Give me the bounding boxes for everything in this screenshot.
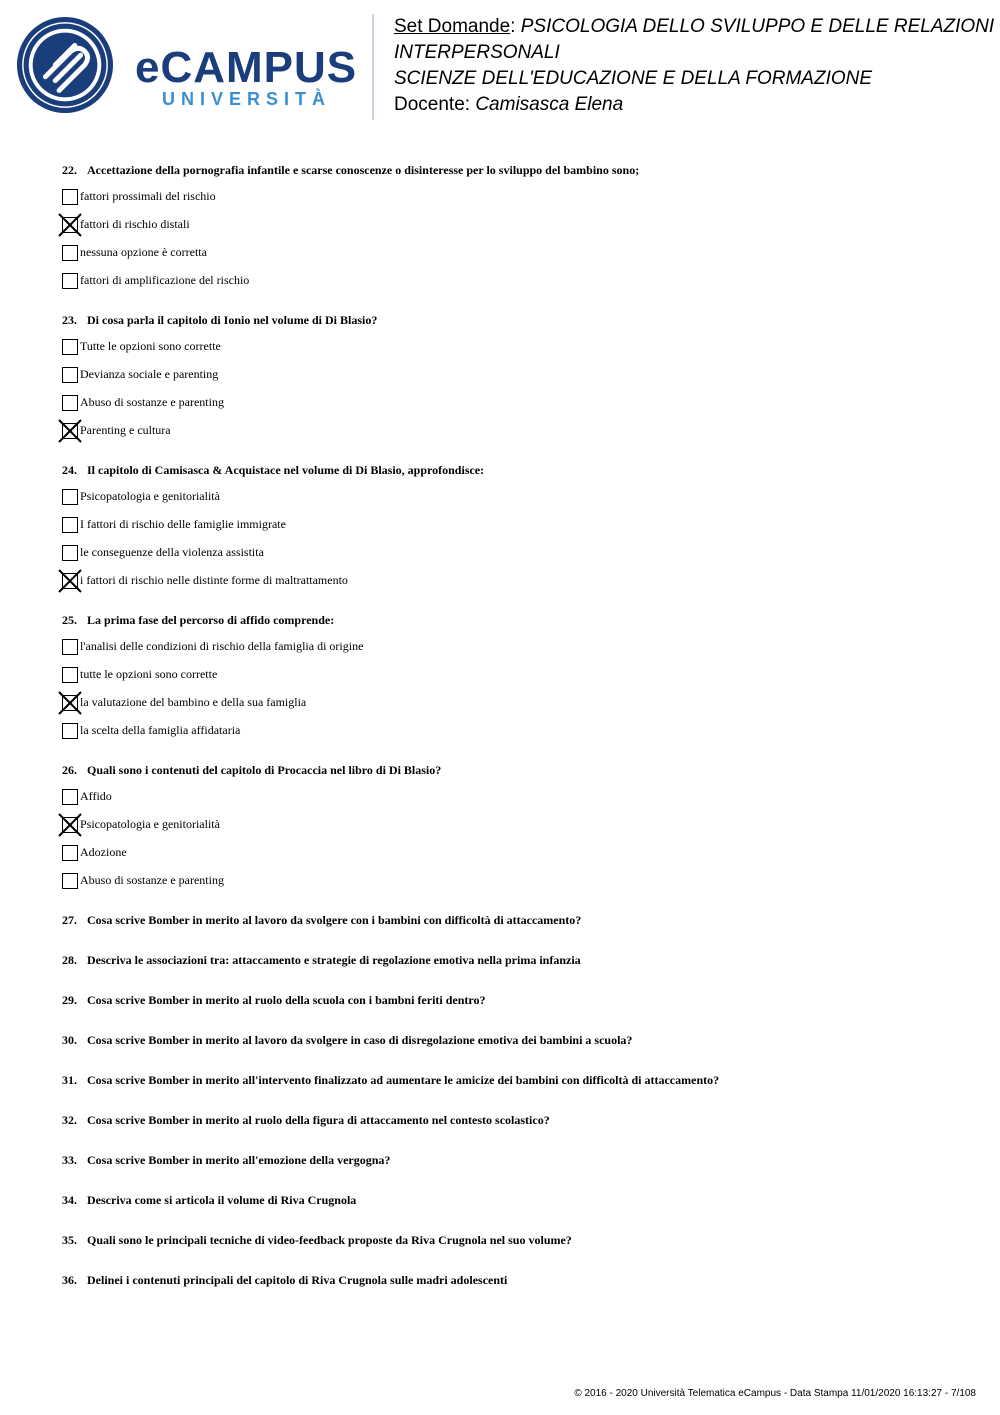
unchecked-checkbox[interactable] [62,245,78,261]
option-label: I fattori di rischio delle famiglie immigrate [80,517,286,531]
cross-mark-icon [58,569,82,593]
answer-option[interactable] [62,270,982,298]
checked-checkbox[interactable] [62,695,78,711]
answer-option[interactable] [62,242,982,270]
option-label: fattori di amplificazione del rischio [80,273,250,287]
question-number: 30. [62,1033,77,1047]
answer-option[interactable] [62,720,982,748]
option-label: fattori prossimali del rischio [80,189,216,203]
answer-option[interactable] [62,636,982,664]
question-number: 26. [62,763,77,777]
question-title [62,460,982,480]
option-label: nessuna opzione è corretta [80,245,207,259]
cross-mark-icon [58,213,82,237]
question-title [62,160,982,180]
answer-option[interactable] [62,664,982,692]
answer-option[interactable] [62,364,982,392]
unchecked-checkbox[interactable] [62,723,78,739]
option-label: l'analisi delle condizioni di rischio della famiglia di origine [80,639,364,653]
question-number: 31. [62,1073,77,1087]
question-block [62,160,982,298]
option-label: tutte le opzioni sono corrette [80,667,218,681]
unchecked-checkbox[interactable] [62,339,78,355]
answer-option-selected[interactable] [62,420,982,448]
course-title-line1: PSICOLOGIA DELLO SVILUPPO E DELLE RELAZIONI [520,16,995,37]
answer-option-selected[interactable] [62,692,982,720]
cross-mark-icon [58,813,82,837]
question-text: Cosa scrive Bomber in merito al lavoro da svolgere con i bambini con difficoltà di attaccamento? [87,913,582,927]
answer-option[interactable] [62,186,982,214]
unchecked-checkbox[interactable] [62,639,78,655]
question-text: Cosa scrive Bomber in merito al ruolo della scuola con i bambni feriti dentro? [87,993,486,1007]
question-number: 23. [62,313,77,327]
option-label: Adozione [80,845,127,859]
docente-row [394,92,994,118]
question-text: Quali sono le principali tecniche di video-feedback proposte da Riva Crugnola nel suo volume? [87,1233,572,1247]
answer-option[interactable] [62,392,982,420]
answer-options [62,186,982,298]
page-header [0,0,1000,130]
question-block [62,460,982,598]
question-title [62,610,982,630]
question-number: 28. [62,953,77,967]
question-text: Descriva come si articola il volume di Riva Crugnola [87,1193,357,1207]
question-text: Cosa scrive Bomber in merito all'intervento finalizzato ad aumentare le amicize dei bambini con difficoltà di attaccamento? [87,1073,720,1087]
question-text: Quali sono i contenuti del capitolo di Procaccia nel libro di Di Blasio? [87,763,442,777]
open-question [62,1150,982,1190]
answer-option-selected[interactable] [62,814,982,842]
course-info [394,14,994,118]
unchecked-checkbox[interactable] [62,367,78,383]
open-question [62,1030,982,1070]
open-question [62,910,982,950]
answer-option[interactable] [62,336,982,364]
open-question [62,1110,982,1150]
question-block [62,760,982,898]
question-number: 22. [62,163,77,177]
unchecked-checkbox[interactable] [62,545,78,561]
answer-option[interactable] [62,542,982,570]
question-title [62,760,982,780]
question-text: Accettazione della pornografia infantile e scarse conoscenze o disinteresse per lo sviluppo del bambino sono; [87,163,640,177]
option-label: Tutte le opzioni sono corrette [80,339,221,353]
unchecked-checkbox[interactable] [62,395,78,411]
question-number: 33. [62,1153,77,1167]
option-label: fattori di rischio distali [80,217,190,231]
question-number: 34. [62,1193,77,1207]
unchecked-checkbox[interactable] [62,189,78,205]
answer-option[interactable] [62,486,982,514]
unchecked-checkbox[interactable] [62,667,78,683]
question-title [62,310,982,330]
question-text: Di cosa parla il capitolo di Ionio nel volume di Di Blasio? [87,313,378,327]
cross-mark-icon [58,419,82,443]
university-seal-logo [16,16,114,114]
question-number: 32. [62,1113,77,1127]
question-list [62,160,982,1310]
answer-option[interactable] [62,870,982,898]
unchecked-checkbox[interactable] [62,789,78,805]
answer-option-selected[interactable] [62,214,982,242]
question-text: Cosa scrive Bomber in merito al ruolo della figura di attaccamento nel contesto scolastico? [87,1113,550,1127]
option-label: Psicopatologia e genitorialità [80,489,220,503]
checked-checkbox[interactable] [62,817,78,833]
option-label: i fattori di rischio nelle distinte forme di maltrattamento [80,573,348,587]
question-text: Cosa scrive Bomber in merito al lavoro da svolgere in caso di disregolazione emotiva dei bambini a scuola? [87,1033,633,1047]
open-question [62,990,982,1030]
option-label: Devianza sociale e parenting [80,367,219,381]
answer-options [62,786,982,898]
answer-option[interactable] [62,786,982,814]
checked-checkbox[interactable] [62,217,78,233]
option-label: Psicopatologia e genitorialità [80,817,220,831]
question-block [62,310,982,448]
option-label: Abuso di sostanze e parenting [80,873,224,887]
question-number: 27. [62,913,77,927]
checked-checkbox[interactable] [62,423,78,439]
question-text: La prima fase del percorso di affido comprende: [87,613,335,627]
open-question [62,1190,982,1230]
logo-subtitle: UNIVERSITÀ [162,89,332,109]
question-text: Cosa scrive Bomber in merito all'emozione della vergogna? [87,1153,391,1167]
option-label: Abuso di sostanze e parenting [80,395,224,409]
cross-mark-icon [58,691,82,715]
unchecked-checkbox[interactable] [62,845,78,861]
logo-wordmark: eCAMPUS [135,43,358,92]
answer-options [62,336,982,448]
course-title-line2-row [394,40,994,66]
question-number: 24. [62,463,77,477]
unchecked-checkbox[interactable] [62,873,78,889]
question-number: 36. [62,1273,77,1287]
faculty-name: SCIENZE DELL'EDUCAZIONE E DELLA FORMAZIONE [394,68,873,89]
answer-option[interactable] [62,514,982,542]
answer-options [62,486,982,598]
option-label: le conseguenze della violenza assistita [80,545,264,559]
question-text: Il capitolo di Camisasca & Acquistace nel volume di Di Blasio, approfondisce: [87,463,485,477]
question-text: Descriva le associazioni tra: attaccamento e strategie di regolazione emotiva nella prima infanzia [87,953,581,967]
option-label: Parenting e cultura [80,423,171,437]
open-question [62,1270,982,1310]
unchecked-checkbox[interactable] [62,517,78,533]
course-title-line2: INTERPERSONALI [394,42,560,63]
open-question [62,950,982,990]
docente-name: Camisasca Elena [475,94,624,115]
question-block [62,610,982,748]
set-label: Set Domande [394,16,511,37]
option-label: la scelta della famiglia affidataria [80,723,241,737]
question-number: 25. [62,613,77,627]
open-question-list [62,910,982,1310]
question-number: 29. [62,993,77,1007]
answer-option[interactable] [62,842,982,870]
header-divider [372,14,374,120]
faculty-row [394,66,994,92]
question-number: 35. [62,1233,77,1247]
option-label: la valutazione del bambino e della sua famiglia [80,695,307,709]
checked-checkbox[interactable] [62,573,78,589]
answer-option-selected[interactable] [62,570,982,598]
question-text: Delinei i contenuti principali del capitolo di Riva Crugnola sulle madri adolescenti [87,1273,508,1287]
course-title-row: Set Domande: PSICOLOGIA DELLO SVILUPPO E DELLE RELAZIONI [394,16,995,37]
unchecked-checkbox[interactable] [62,273,78,289]
unchecked-checkbox[interactable] [62,489,78,505]
option-label: Affido [80,789,112,803]
docente-label: Docente: [394,94,471,115]
answer-options [62,636,982,748]
open-question [62,1230,982,1270]
page-footer: © 2016 - 2020 Università Telematica eCampus - Data Stampa 11/01/2020 16:13:27 - 7/108 [574,1388,976,1399]
open-question [62,1070,982,1110]
